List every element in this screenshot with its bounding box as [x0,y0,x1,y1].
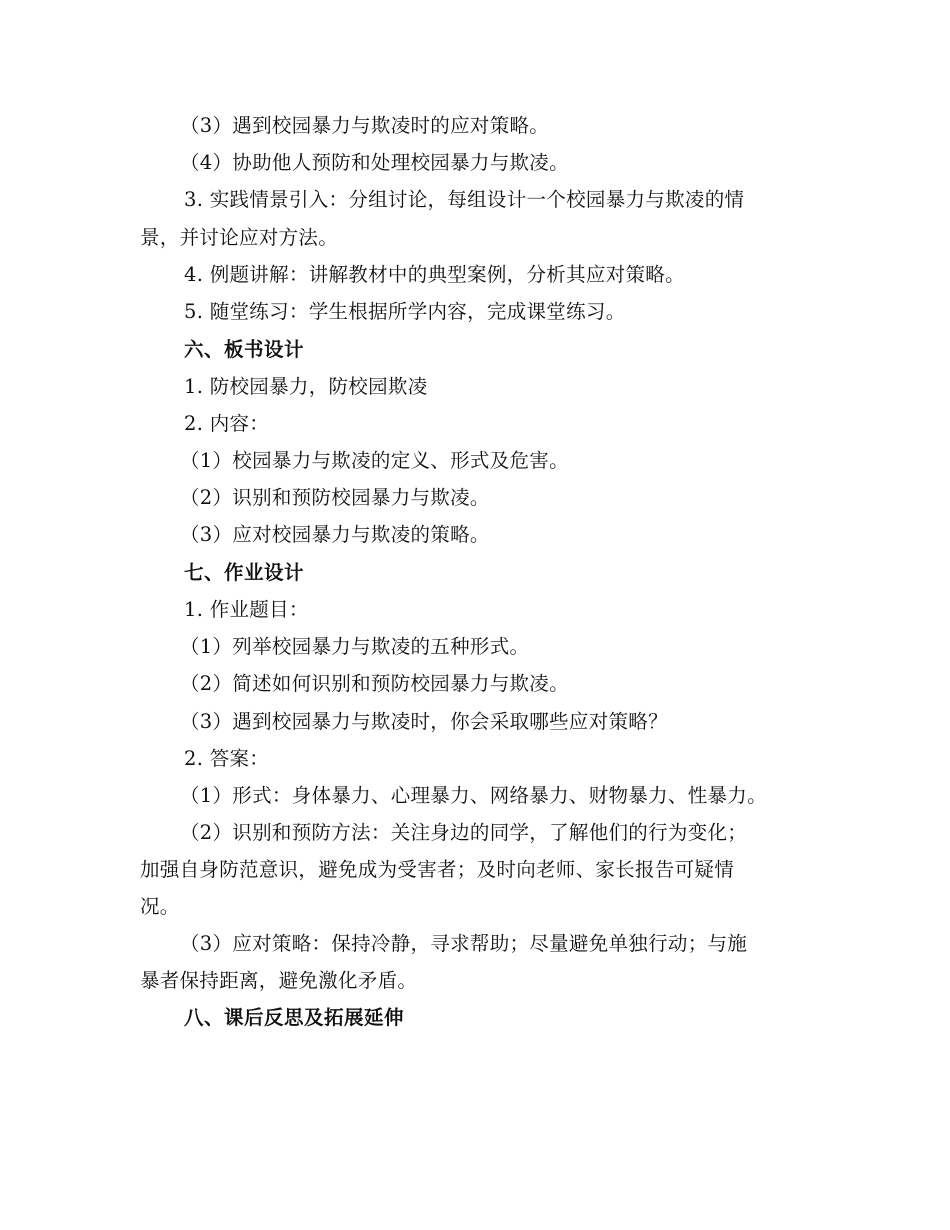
board-sub-3: （3）应对校园暴力与欺凌的策略。 [180,523,490,546]
item-4-help-others: （4）协助他人预防和处理校园暴力与欺凌。 [180,151,569,174]
step-5-practice: 5. 随堂练习：学生根据所学内容，完成课堂练习。 [184,300,626,323]
board-sub-1: （1）校园暴力与欺凌的定义、形式及危害。 [180,449,569,472]
board-item-2: 2. 内容： [184,412,270,435]
answer-3-line-2: 暴者保持距离，避免激化矛盾。 [140,969,418,992]
board-item-1: 1. 防校园暴力，防校园欺凌 [184,375,428,398]
section-heading-reflection: 八、课后反思及拓展延伸 [184,1006,405,1029]
answer-2-line-2: 加强自身防范意识，避免成为受害者；及时向老师、家长报告可疑情 [140,858,735,881]
item-3-coping-strategies: （3）遇到校园暴力与欺凌时的应对策略。 [180,114,550,137]
step-3-scenario-line-2: 景，并讨论应对方法。 [140,226,339,249]
homework-item-2: 2. 答案： [184,747,270,770]
homework-question-3: （3）遇到校园暴力与欺凌时，你会采取哪些应对策略？ [180,710,668,733]
step-4-example: 4. 例题讲解：讲解教材中的典型案例，分析其应对策略。 [184,263,685,286]
answer-3-line-1: （3）应对策略：保持冷静，寻求帮助；尽量避免单独行动；与施 [180,932,748,955]
homework-question-2: （2）简述如何识别和预防校园暴力与欺凌。 [180,672,569,695]
board-sub-2: （2）识别和预防校园暴力与欺凌。 [180,486,490,509]
section-heading-board-design: 六、板书设计 [184,338,305,361]
section-heading-homework: 七、作业设计 [184,561,305,584]
step-3-scenario-line-1: 3. 实践情景引入：分组讨论，每组设计一个校园暴力与欺凌的情 [184,188,745,211]
answer-2-line-1: （2）识别和预防方法：关注身边的同学，了解他们的行为变化； [180,821,748,844]
homework-item-1: 1. 作业题目： [184,598,309,621]
answer-2-line-3: 况。 [140,895,180,918]
answer-1: （1）形式：身体暴力、心理暴力、网络暴力、财物暴力、性暴力。 [180,784,767,807]
homework-question-1: （1）列举校园暴力与欺凌的五种形式。 [180,635,530,658]
